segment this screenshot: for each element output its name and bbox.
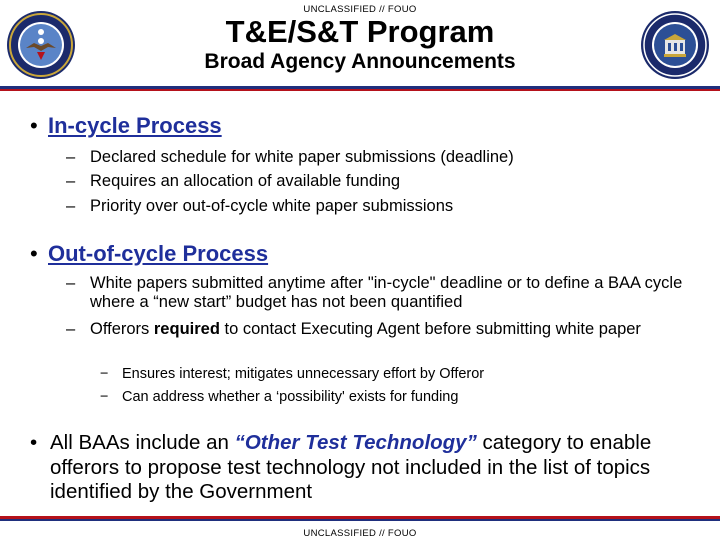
- text-run: to contact Executing Agent before submitting white paper: [219, 320, 641, 338]
- page-title: T&E/S&T Program: [225, 14, 495, 49]
- dash-glyph: –: [66, 172, 76, 190]
- bullet-heading: Out-of-cycle Process: [48, 241, 269, 266]
- bullet-glyph: •: [30, 241, 38, 266]
- dash-glyph: –: [66, 197, 76, 215]
- text-run: category to enable offerors to propose test technology not included in the list of topics identified by the Government: [50, 431, 652, 503]
- header-rule-red: [0, 89, 720, 91]
- list-item-text: White papers submitted anytime after "in-cycle" deadline or to define a BAA cycle where a “new start” budget has not been quantified: [90, 274, 683, 311]
- bullet-glyph: •: [30, 431, 38, 454]
- list-item: [66, 197, 686, 216]
- emphasis-other-test-technology: “Other Test Technology”: [234, 431, 477, 454]
- text-run: All BAAs include an: [50, 431, 235, 454]
- dash-glyph: –: [66, 148, 76, 166]
- bullet-in-cycle: [30, 113, 222, 138]
- classification-banner-bottom: UNCLASSIFIED // FOUO: [303, 528, 417, 539]
- bullet-heading: In-cycle Process: [48, 113, 222, 138]
- dash-glyph: –: [66, 320, 76, 338]
- sub-list-item-text: Ensures interest; mitigates unnecessary effort by Offeror: [122, 366, 485, 382]
- list-item: [66, 320, 686, 339]
- list-item-text: [66, 320, 686, 339]
- footer-rule-blue: [0, 519, 720, 521]
- list-item-text: Requires an allocation of available funding: [90, 172, 401, 190]
- bullet-text: [30, 431, 695, 505]
- list-item-text: Priority over out-of-cycle white paper submissions: [90, 197, 454, 215]
- classification-banner-top: UNCLASSIFIED // FOUO: [303, 4, 417, 15]
- sub-list-item: [100, 366, 484, 383]
- subdash-glyph: −: [100, 389, 109, 405]
- list-item: [66, 148, 686, 167]
- subdash-glyph: −: [100, 366, 109, 382]
- bullet-glyph: •: [30, 113, 38, 138]
- dash-glyph: –: [66, 274, 76, 292]
- emphasis-required: required: [153, 320, 220, 338]
- bullet-out-of-cycle: [30, 241, 268, 266]
- sub-list-item-text: Can address whether a ‘possibility' exists for funding: [122, 389, 459, 405]
- page-subtitle: Broad Agency Announcements: [204, 50, 516, 73]
- sub-list-item: [100, 389, 458, 406]
- text-run: Offerors: [90, 320, 154, 338]
- list-item: [66, 274, 686, 312]
- list-item: [66, 172, 686, 191]
- list-item-text: Declared schedule for white paper submissions (deadline): [90, 148, 514, 166]
- bullet-other-test-technology: [30, 431, 695, 505]
